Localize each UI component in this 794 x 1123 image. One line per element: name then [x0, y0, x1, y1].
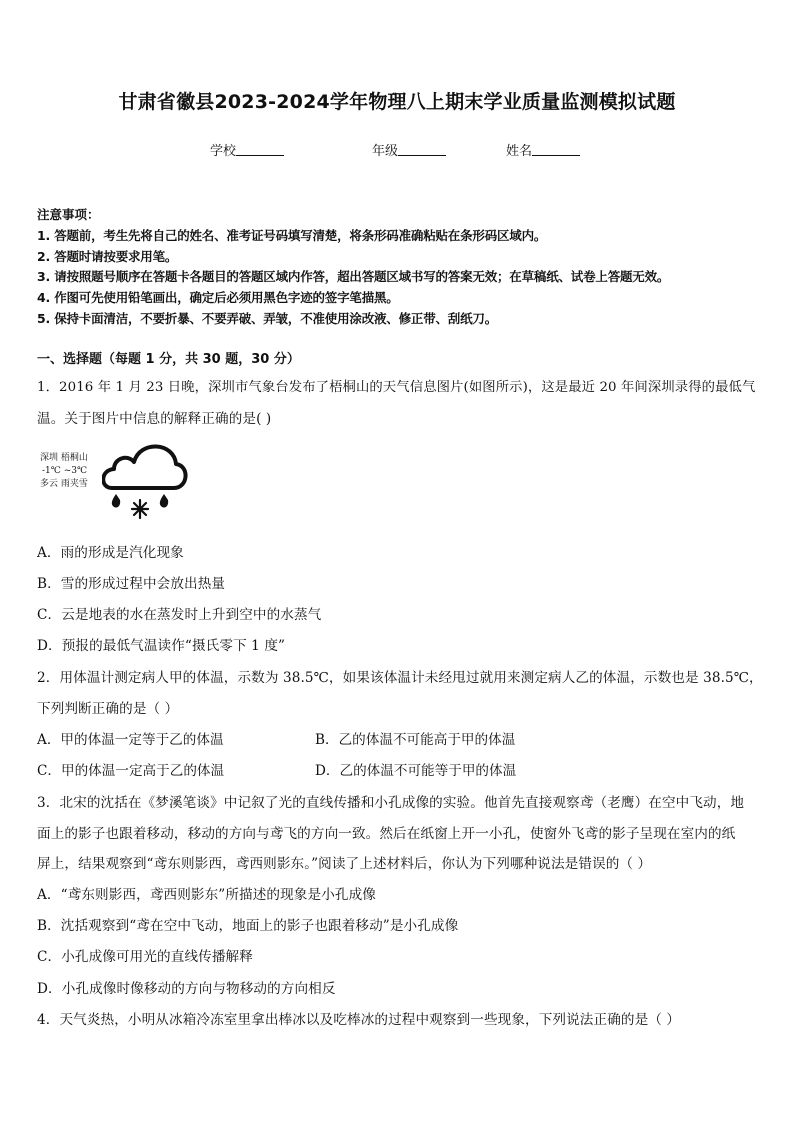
notice-item: 3. 请按照题号顺序在答题卡各题目的答题区域内作答，超出答题区域书写的答案无效；在草稿纸、试卷上答题无效。: [37, 269, 670, 284]
question-2-line-2: 下列判断正确的是（ ）: [37, 701, 179, 717]
page-title: 甘肃省徽县2023-2024学年物理八上期末学业质量监测模拟试题: [118, 91, 676, 113]
grade-field: [372, 140, 446, 159]
name-label: 姓名: [506, 144, 533, 159]
weather-temperature: -1℃ ~3℃: [42, 466, 88, 476]
question-2-option-d: D．乙的体温不可能等于甲的体温: [315, 763, 517, 779]
cloud-rain-snow-icon: [102, 436, 188, 526]
question-2-option-c: C．甲的体温一定高于乙的体温: [37, 763, 225, 779]
question-3-line-1: 3．北宋的沈括在《梦溪笔谈》中记叙了光的直线传播和小孔成像的实验。他首先直接观察鸢（老鹰）在空中飞动，地: [37, 795, 745, 811]
notice-heading: 注意事项：: [37, 207, 100, 222]
notice-item: 2. 答题时请按要求用笔。: [37, 249, 178, 264]
question-1-line-2: 温。关于图片中信息的解释正确的是( ): [37, 411, 272, 427]
weather-condition: 多云 雨夹雪: [40, 479, 88, 489]
question-1-option-c: C．云是地表的水在蒸发时上升到空中的水蒸气: [37, 607, 322, 623]
school-field: [210, 140, 284, 159]
question-1-option-d: D．预报的最低气温读作“摄氏零下 1 度”: [37, 638, 286, 654]
question-3-option-b: B．沈括观察到“鸢在空中飞动，地面上的影子也跟着移动”是小孔成像: [37, 918, 459, 934]
question-2-option-a: A．甲的体温一定等于乙的体温: [37, 732, 224, 748]
notice-item: 4. 作图可先使用铅笔画出，确定后必须用黑色字迹的签字笔描黑。: [37, 290, 399, 305]
name-field: [506, 140, 580, 159]
school-blank: [236, 143, 284, 156]
grade-blank: [398, 143, 446, 156]
notice-item: 1. 答题前，考生先将自己的姓名、准考证号码填写清楚，将条形码准确粘贴在条形码区域内。: [37, 228, 547, 243]
weather-location: 深圳 梧桐山: [40, 453, 88, 463]
question-1-line-1: 1．2016 年 1 月 23 日晚，深圳市气象台发布了梧桐山的天气信息图片(如图所示)，这是最近 20 年间深圳录得的最低气: [37, 380, 756, 395]
weather-figure: [38, 436, 188, 526]
question-4-line-1: 4．天气炎热，小明从冰箱冷冻室里拿出棒冰以及吃棒冰的过程中观察到一些现象，下列说法正确的是（ ）: [37, 1012, 681, 1028]
question-3-line-2: 面上的影子也跟着移动，移动的方向与鸢飞的方向一致。然后在纸窗上开一小孔，使窗外飞鸢的影子呈现在室内的纸: [37, 826, 736, 842]
section-heading: 一、选择题（每题 1 分，共 30 题，30 分）: [37, 352, 300, 367]
question-3-option-a: A．“鸢东则影西，鸢西则影东”所描述的现象是小孔成像: [37, 887, 376, 903]
question-3-option-c: C．小孔成像可用光的直线传播解释: [37, 949, 253, 965]
grade-label: 年级: [372, 144, 399, 159]
question-1-option-a: A．雨的形成是汽化现象: [37, 545, 184, 561]
question-3-line-3: 屏上，结果观察到“鸢东则影西，鸢西则影东。”阅读了上述材料后，你认为下列哪种说法是错误的（ ）: [37, 856, 652, 872]
question-3-option-d: D．小孔成像时像移动的方向与物移动的方向相反: [37, 981, 336, 997]
question-2-line-1: 2．用体温计测定病人甲的体温，示数为 38.5℃，如果该体温计未经甩过就用来测定病人乙的体温，示数也是 38.5℃，: [37, 670, 763, 686]
name-blank: [532, 143, 580, 156]
school-label: 学校: [210, 144, 237, 159]
question-2-option-b: B．乙的体温不可能高于甲的体温: [315, 732, 516, 748]
question-1-option-b: B．雪的形成过程中会放出热量: [37, 576, 226, 592]
notice-item: 5. 保持卡面清洁，不要折暴、不要弄破、弄皱，不准使用涂改液、修正带、刮纸刀。: [37, 311, 497, 326]
